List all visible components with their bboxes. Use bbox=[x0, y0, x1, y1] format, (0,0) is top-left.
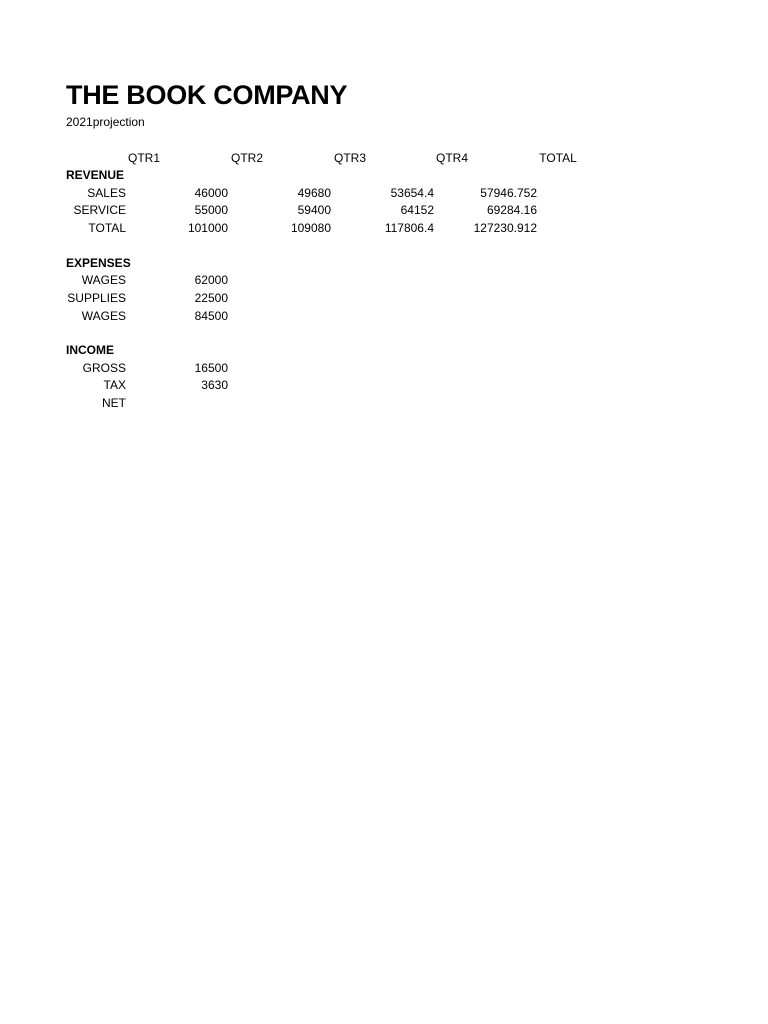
row-label-sales: SALES bbox=[87, 186, 126, 200]
tax-qtr1: 3630 bbox=[201, 378, 228, 392]
service-qtr3: 64152 bbox=[400, 203, 434, 217]
gross-qtr1: 16500 bbox=[194, 361, 228, 375]
row-label-supplies: SUPPLIES bbox=[67, 291, 126, 305]
service-qtr1: 55000 bbox=[194, 203, 228, 217]
column-header-total: TOTAL bbox=[539, 151, 577, 165]
wages-qtr1: 62000 bbox=[194, 273, 228, 287]
revenue-total-qtr4: 127230.912 bbox=[473, 221, 537, 235]
row-label-revenue-total: TOTAL bbox=[88, 221, 126, 235]
wages-total-qtr1: 84500 bbox=[194, 309, 228, 323]
sales-qtr2: 49680 bbox=[297, 186, 331, 200]
service-qtr4: 69284.16 bbox=[486, 203, 537, 217]
row-label-wages-total: WAGES bbox=[81, 309, 126, 323]
sales-qtr3: 53654.4 bbox=[390, 186, 434, 200]
column-header-qtr4: QTR4 bbox=[435, 151, 468, 165]
row-label-service: SERVICE bbox=[73, 203, 126, 217]
income-heading: INCOME bbox=[66, 343, 114, 357]
document-title: THE BOOK COMPANY bbox=[66, 80, 348, 110]
column-header-qtr1: QTR1 bbox=[127, 151, 160, 165]
revenue-total-qtr2: 109080 bbox=[290, 221, 331, 235]
service-qtr2: 59400 bbox=[297, 203, 331, 217]
column-header-qtr2: QTR2 bbox=[230, 151, 263, 165]
revenue-total-qtr3: 117806.4 bbox=[384, 221, 434, 235]
row-label-gross: GROSS bbox=[82, 361, 126, 375]
revenue-total-qtr1: 101000 bbox=[187, 221, 228, 235]
net-qtr1 bbox=[128, 394, 228, 412]
row-label-net: NET bbox=[102, 396, 126, 410]
sales-qtr4: 57946.752 bbox=[480, 186, 537, 200]
column-header-qtr3: QTR3 bbox=[333, 151, 366, 165]
row-label-wages: WAGES bbox=[81, 273, 126, 287]
revenue-heading: REVENUE bbox=[66, 168, 125, 182]
expenses-heading: EXPENSES bbox=[66, 256, 131, 270]
supplies-qtr1: 22500 bbox=[194, 291, 228, 305]
row-label-tax: TAX bbox=[103, 378, 126, 392]
document-subtitle: 2021projection bbox=[66, 115, 145, 129]
sales-qtr1: 46000 bbox=[194, 186, 228, 200]
